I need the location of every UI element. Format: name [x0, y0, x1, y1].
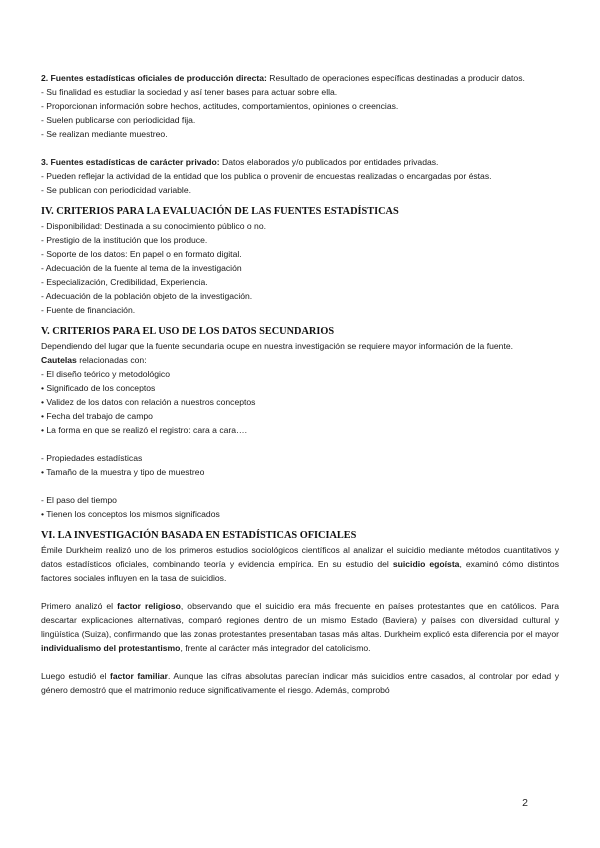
cautela-item: - El paso del tiempo [41, 495, 117, 505]
section2-item: - Se realizan mediante muestreo. [41, 129, 168, 139]
section2-title: 2. Fuentes estadísticas oficiales de producción directa: [41, 73, 267, 83]
section-v-intro: Dependiendo del lugar que la fuente secundaria ocupe en nuestra investigación se requiere mayor información de la fuente. [41, 341, 514, 351]
section-iv-item: - Adecuación de la población objeto de la investigación. [41, 291, 253, 301]
cautela-item: • Significado de los conceptos [41, 383, 156, 393]
cautela-item: • Tienen los conceptos los mismos significados [41, 509, 220, 519]
section-iv-item: - Disponibilidad: Destinada a su conocimiento público o no. [41, 221, 267, 231]
p2-text: Primero analizó el [41, 601, 118, 611]
section3-title: 3. Fuentes estadísticas de carácter privado: [41, 157, 220, 167]
section-vi-paragraph-1 [41, 543, 559, 585]
p2-text-end: , frente al carácter más integrador del catolicismo. [180, 643, 371, 653]
cautela-item: • La forma en que se realizó el registro: cara a cara…. [41, 425, 248, 435]
section2-item: - Proporcionan información sobre hechos, actitudes, comportamientos, opiniones o creencias. [41, 101, 399, 111]
section3-intro [41, 155, 559, 169]
p3-text-end: . Aunque las cifras absolutas parecían indicar más suicidios entre casados, al controlar por edad y género demostró que el matrimonio reduce significativamente el riesgo. Además, comprobó [41, 671, 559, 695]
section2-item: - Su finalidad es estudiar la sociedad y así tener bases para actuar sobre ella. [41, 87, 338, 97]
cautela-item: • Fecha del trabajo de campo [41, 411, 153, 421]
cautela-item: • Tamaño de la muestra y tipo de muestreo [41, 467, 205, 477]
p2-bold: factor religioso [117, 601, 181, 611]
cautela-item: • Validez de los datos con relación a nuestros conceptos [41, 397, 256, 407]
p2-bold-2: individualismo del protestantismo [41, 643, 181, 653]
section-iv-item: - Especialización, Credibilidad, Experiencia. [41, 277, 208, 287]
cautelas-line [41, 353, 559, 367]
section-iv-item: - Soporte de los datos: En papel o en formato digital. [41, 249, 242, 259]
section-vi-paragraph-3 [41, 669, 559, 697]
cautelas-label: Cautelas [41, 355, 77, 365]
section3-item: - Pueden reflejar la actividad de la entidad que los publica o provenir de encuestas realizadas o encargadas por éstas. [41, 171, 492, 181]
cautelas-text: relacionadas con: [76, 355, 147, 365]
document-page [41, 71, 559, 697]
p3-text: Luego estudió el [41, 671, 110, 681]
section-vi-heading: VI. LA INVESTIGACIÓN BASADA EN ESTADÍSTICAS OFICIALES [41, 530, 357, 541]
section-v-heading: V. CRITERIOS PARA EL USO DE LOS DATOS SECUNDARIOS [41, 326, 335, 337]
section-iv-heading: IV. CRITERIOS PARA LA EVALUACIÓN DE LAS FUENTES ESTADÍSTICAS [41, 206, 399, 217]
section2-item: - Suelen publicarse con periodicidad fija. [41, 115, 196, 125]
cautela-item: - El diseño teórico y metodológico [41, 369, 170, 379]
p1-bold: suicidio egoísta [392, 559, 460, 569]
page-number: 2 [522, 797, 528, 809]
section-iv-item: - Fuente de financiación. [41, 305, 136, 315]
cautela-item: - Propiedades estadísticas [41, 453, 143, 463]
section-vi-paragraph-2 [41, 599, 559, 655]
p1-text-end: , examinó cómo distintos factores sociales influyen en la tasa de suicidios. [41, 559, 560, 583]
p2-text-mid: , observando que el suicidio era más frecuente en países protestantes que en católicos. Para descartar explicaciones alternativas, comparó regiones dentro de un mismo Estado (Baviera) y países con diversidad cultural y lingüística (Suiza), confirmando que las zonas protestantes presentaban tasas más altas. Durkheim explicó esta diferencia por el mayor [41, 601, 559, 639]
p1-text: Émile Durkheim realizó uno de los primeros estudios sociológicos científicos al analizar el suicidio mediante métodos cuantitativos y datos estadísticos oficiales, combinando teoría y evidencia empírica. En su estudio del [41, 545, 559, 569]
section3-intro-text: Datos elaborados y/o publicados por entidades privadas. [219, 157, 439, 167]
section-iv-item: - Adecuación de la fuente al tema de la investigación [41, 263, 242, 273]
section2-intro [41, 71, 559, 85]
section-iv-item: - Prestigio de la institución que los produce. [41, 235, 208, 245]
section2-intro-text: Resultado de operaciones específicas destinadas a producir datos. [266, 73, 525, 83]
p3-bold: factor familiar [109, 671, 168, 681]
section3-item: - Se publican con periodicidad variable. [41, 185, 192, 195]
